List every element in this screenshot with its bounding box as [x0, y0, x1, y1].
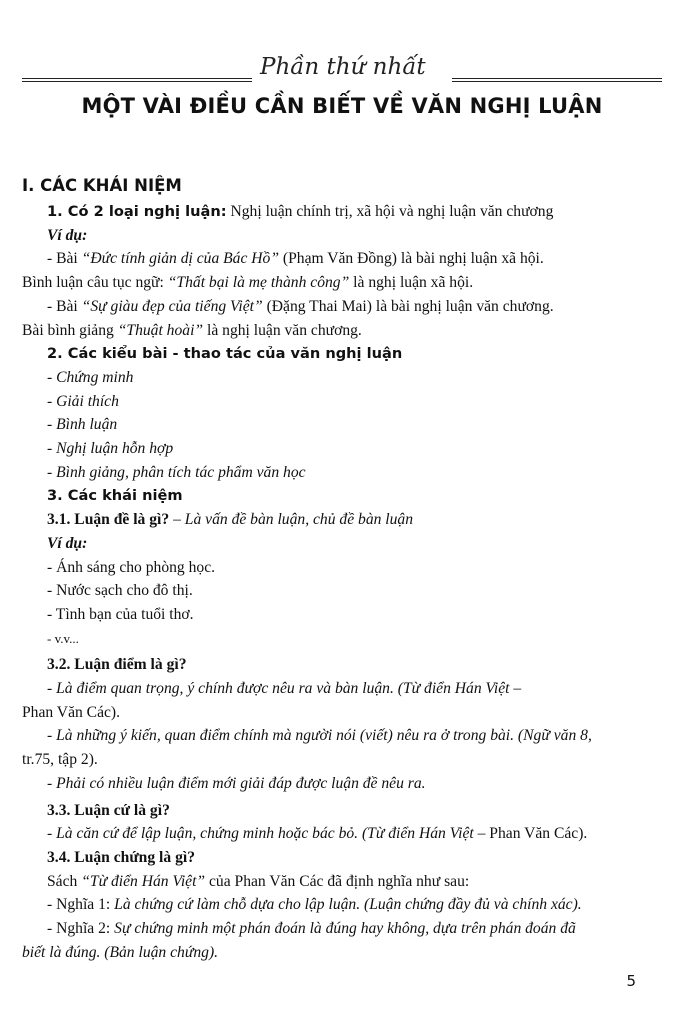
definition-line: biết là đúng. (Bản luận chứng). — [22, 943, 219, 961]
list-item: - Tình bạn của tuổi thơ. — [47, 605, 194, 623]
text: Bình luận câu tục ngữ: — [22, 274, 168, 292]
example-line — [22, 319, 652, 343]
text: - Là những ý kiến, quan điểm chính mà người nói (viết) nêu ra ở trong bài. ( — [47, 727, 524, 745]
quote: “Sự giàu đẹp của tiếng Việt” — [81, 297, 263, 315]
subsection-2-heading: 2. Các kiểu bài - thao tác của văn nghị luận — [47, 345, 403, 363]
text: Sự chứng minh một phán đoán là đúng hay không, dựa trên phán đoán đã — [114, 920, 576, 938]
page-title: MỘT VÀI ĐIỀU CẦN BIẾT VỀ VĂN NGHỊ LUẬN — [81, 94, 603, 118]
example-label: Ví dụ: — [47, 226, 88, 244]
subsection-3-heading: 3. Các khái niệm — [47, 487, 183, 505]
source-title: Từ điển Hán Việt — [402, 680, 510, 698]
subsection-3-1-heading: 3.1. Luận đề là gì? — [47, 511, 170, 529]
text: là nghị luận văn chương. — [203, 321, 362, 339]
subsection-1-text: Nghị luận chính trị, xã hội và nghị luận văn chương — [230, 203, 554, 220]
part-header — [22, 52, 662, 88]
list-item: - Giải thích — [47, 392, 119, 410]
text: – Phan Văn Các). — [473, 825, 588, 843]
text: Sách — [47, 872, 82, 890]
source-title: “Từ điển Hán Việt” — [81, 872, 206, 890]
source-title: Từ điển Hán Việt — [367, 825, 474, 843]
definition-line — [22, 677, 652, 701]
text: - Là căn cứ để lập luận, chứng minh hoặc bác bỏ. ( — [47, 825, 368, 843]
text: Bài bình giảng — [22, 321, 118, 339]
text: Là chứng cứ làm chỗ dựa cho lập luận. (Luận chứng đầy đủ và chính xác). — [114, 896, 582, 914]
quote: “Thất bại là mẹ thành công” — [167, 274, 350, 292]
subsection-3-1 — [22, 508, 652, 532]
text: (Phạm Văn Đồng) là bài nghị luận xã hội. — [279, 250, 544, 268]
quote: “Thuật hoài” — [117, 321, 204, 339]
definition-line — [22, 822, 652, 846]
definition-line: - Phải có nhiều luận điểm mới giải đáp được luận đề nêu ra. — [47, 774, 426, 792]
subsection-3-2-heading: 3.2. Luận điểm là gì? — [47, 656, 187, 674]
list-item: - Bình luận — [47, 416, 118, 434]
text: là nghị luận xã hội. — [349, 274, 474, 292]
list-item: - Nước sạch cho đô thị. — [47, 582, 193, 600]
text: - Nghĩa 1: — [47, 896, 115, 914]
list-item: - Nghị luận hỗn hợp — [47, 440, 174, 458]
text: – — [509, 680, 522, 698]
subsection-3-4-heading: 3.4. Luận chứng là gì? — [47, 848, 196, 866]
list-item: - Chứng minh — [47, 368, 134, 386]
section-heading: I. CÁC KHÁI NIỆM — [22, 176, 182, 195]
part-label: Phần thứ nhất — [260, 54, 426, 80]
subsection-3-3-heading: 3.3. Luận cứ là gì? — [47, 801, 170, 819]
text: (Đặng Thai Mai) là bài nghị luận văn chương. — [262, 297, 554, 315]
text: - Bài — [47, 297, 82, 315]
text: - Là điểm quan trọng, ý chính được nêu ra và bàn luận. ( — [47, 680, 403, 698]
text: - Bài — [47, 250, 82, 268]
example-line — [22, 271, 652, 295]
text: của Phan Văn Các đã định nghĩa như sau: — [205, 872, 470, 890]
subsection-3-1-text: – Là vấn đề bàn luận, chủ đề bàn luận — [169, 511, 414, 529]
definition-line: Phan Văn Các). — [22, 703, 121, 721]
definition-line: tr.75, tập 2). — [22, 751, 98, 769]
definition-line — [22, 917, 652, 941]
definition-line — [22, 893, 652, 917]
definition-line — [22, 870, 652, 894]
header-rule-left — [22, 78, 252, 82]
page-content — [22, 172, 652, 965]
list-item: - Bình giảng, phân tích tác phẩm văn học — [47, 463, 306, 481]
quote: “Đức tính giản dị của Bác Hồ” — [81, 250, 280, 268]
example-label: Ví dụ: — [47, 534, 88, 552]
definition-line — [22, 724, 652, 748]
text: - Nghĩa 2: — [47, 920, 115, 938]
example-line — [22, 247, 652, 271]
page-number: 5 — [626, 972, 636, 990]
list-item: - v.v... — [47, 630, 79, 646]
subsection-1 — [22, 200, 652, 224]
list-item: - Ánh sáng cho phòng học. — [47, 558, 216, 576]
header-rule-right — [452, 78, 662, 82]
subsection-1-heading: 1. Có 2 loại nghị luận: — [47, 203, 227, 220]
example-line — [22, 295, 652, 319]
source-title: Ngữ văn 8, — [523, 727, 592, 745]
